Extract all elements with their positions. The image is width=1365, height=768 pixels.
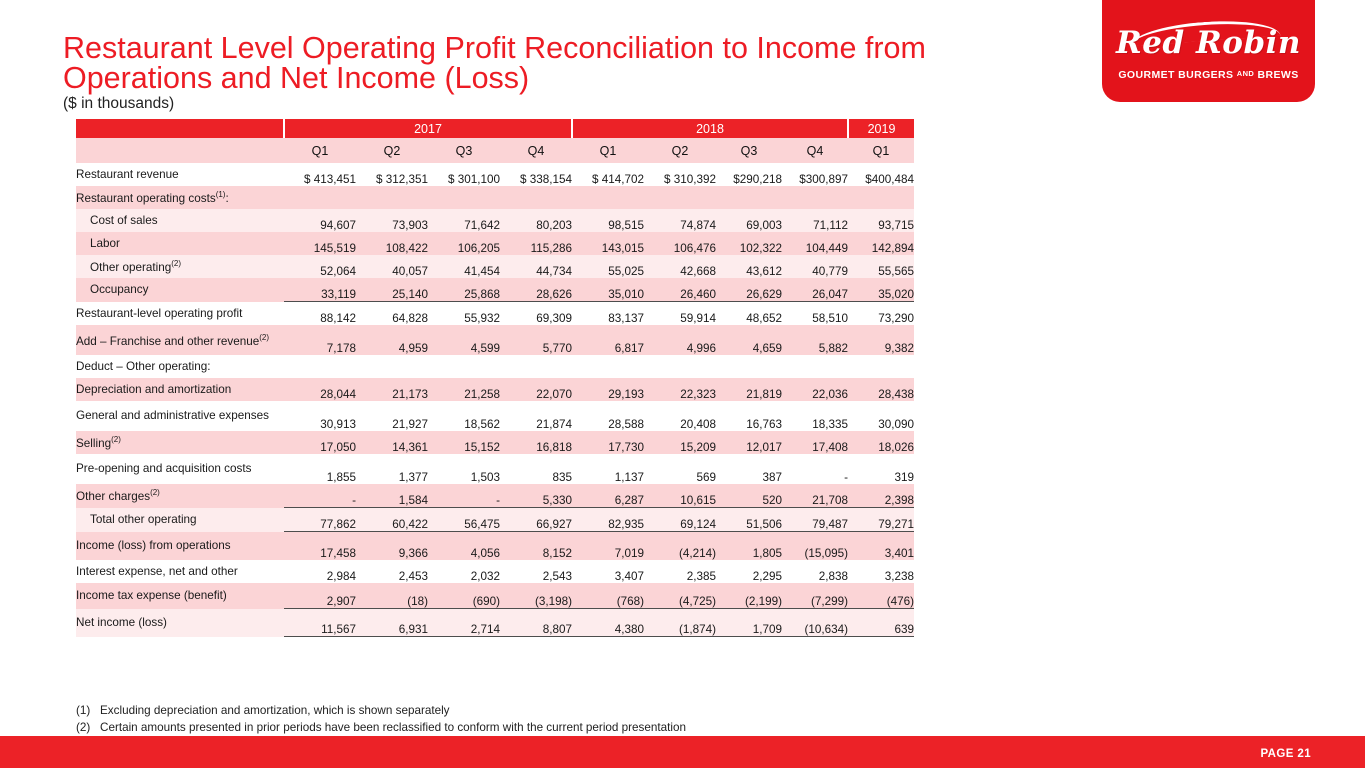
footer-bar	[0, 736, 1365, 768]
row-value: 21,927	[356, 401, 428, 431]
row-value: 16,763	[716, 401, 782, 431]
table-row	[76, 186, 914, 209]
row-value: 2,714	[428, 609, 500, 637]
row-value: 93,715	[848, 209, 914, 232]
row-value: 66,927	[500, 508, 572, 532]
row-value: 25,868	[428, 278, 500, 302]
row-value: 1,503	[428, 454, 500, 484]
logo-tagline-and: AND	[1236, 68, 1255, 78]
row-label: Other charges$^{(2)}$	[76, 484, 284, 508]
row-value: 520	[716, 484, 782, 508]
row-value: -	[284, 484, 356, 508]
row-value: 55,932	[428, 302, 500, 326]
table-row	[76, 583, 914, 609]
row-label: Other operating$^{(2)}$	[76, 255, 284, 278]
row-value: 102,322	[716, 232, 782, 255]
row-label: Depreciation and amortization	[76, 378, 284, 401]
row-value: 143,015	[572, 232, 644, 255]
row-value: 3,401	[848, 532, 914, 560]
row-value: 26,460	[644, 278, 716, 302]
row-value: 69,124	[644, 508, 716, 532]
row-label: Add – Franchise and other revenue$^{(2)}$	[76, 325, 284, 355]
table-row	[76, 378, 914, 401]
row-value: 12,017	[716, 431, 782, 454]
row-value: 48,652	[716, 302, 782, 326]
row-value: 15,209	[644, 431, 716, 454]
row-value: 145,519	[284, 232, 356, 255]
row-value: 25,140	[356, 278, 428, 302]
row-value: 9,366	[356, 532, 428, 560]
footnote-1	[76, 702, 686, 719]
row-label: Restaurant revenue	[76, 163, 284, 186]
row-label: Restaurant operating costs$^{(1)}$:	[76, 186, 284, 209]
row-value: 1,137	[572, 454, 644, 484]
row-value: 4,056	[428, 532, 500, 560]
row-value: 7,019	[572, 532, 644, 560]
header-quarter-1: Q2	[356, 138, 428, 163]
row-value: (4,214)	[644, 532, 716, 560]
row-value: 115,286	[500, 232, 572, 255]
row-value: 3,238	[848, 560, 914, 583]
row-label: Restaurant-level operating profit	[76, 302, 284, 326]
table-row	[76, 454, 914, 484]
row-value: 98,515	[572, 209, 644, 232]
row-value: 94,607	[284, 209, 356, 232]
row-value: 319	[848, 454, 914, 484]
footnote-2-marker: (2)	[76, 721, 91, 734]
row-value: 30,090	[848, 401, 914, 431]
row-value: 21,874	[500, 401, 572, 431]
header-quarter-6: Q3	[716, 138, 782, 163]
row-value: 2,295	[716, 560, 782, 583]
row-label: Cost of sales	[76, 209, 284, 232]
row-value: $300,897	[782, 163, 848, 186]
row-value: 30,913	[284, 401, 356, 431]
footnote-2	[76, 719, 686, 736]
row-value: 59,914	[644, 302, 716, 326]
row-value: 51,506	[716, 508, 782, 532]
row-value: 79,271	[848, 508, 914, 532]
red-robin-logo	[1102, 0, 1315, 102]
row-value: $ 312,351	[356, 163, 428, 186]
row-value: 22,036	[782, 378, 848, 401]
table-row	[76, 532, 914, 560]
financial-table-wrapper	[76, 119, 914, 637]
header-quarter-4: Q1	[572, 138, 644, 163]
row-value: 44,734	[500, 255, 572, 278]
row-value: -	[782, 454, 848, 484]
row-label: Selling$^{(2)}$	[76, 431, 284, 454]
row-value: 6,287	[572, 484, 644, 508]
row-value: 17,730	[572, 431, 644, 454]
row-value: 1,855	[284, 454, 356, 484]
row-value: 1,584	[356, 484, 428, 508]
row-value: 33,119	[284, 278, 356, 302]
row-value: 71,112	[782, 209, 848, 232]
slide-title: Restaurant Level Operating Profit Reconciliation to Income from Operations and Net Income (Loss)	[63, 31, 926, 95]
footnotes	[76, 702, 686, 736]
row-value: 20,408	[644, 401, 716, 431]
row-label: Deduct – Other operating:	[76, 355, 284, 378]
table-row	[76, 484, 914, 508]
row-value: (2,199)	[716, 583, 782, 609]
row-value: 18,335	[782, 401, 848, 431]
row-value: 21,819	[716, 378, 782, 401]
row-label: Labor	[76, 232, 284, 255]
table-row	[76, 325, 914, 355]
row-value: 21,708	[782, 484, 848, 508]
row-value: 35,010	[572, 278, 644, 302]
row-value: $ 301,100	[428, 163, 500, 186]
row-value: 28,044	[284, 378, 356, 401]
header-quarter-5: Q2	[644, 138, 716, 163]
row-label: Occupancy	[76, 278, 284, 302]
row-value: (768)	[572, 583, 644, 609]
table-header-quarters	[76, 138, 914, 163]
table-row	[76, 560, 914, 583]
row-value: 22,070	[500, 378, 572, 401]
row-value: 108,422	[356, 232, 428, 255]
table-row	[76, 609, 914, 637]
row-value: (18)	[356, 583, 428, 609]
row-value: 26,047	[782, 278, 848, 302]
row-value: 58,510	[782, 302, 848, 326]
row-value: 14,361	[356, 431, 428, 454]
row-value: 3,407	[572, 560, 644, 583]
row-value: 106,205	[428, 232, 500, 255]
row-value: 64,828	[356, 302, 428, 326]
row-value: 2,032	[428, 560, 500, 583]
footnote-2-text: Certain amounts presented in prior periods have been reclassified to conform with the current period presentation	[100, 721, 686, 734]
table-row	[76, 163, 914, 186]
row-label: Total other operating	[76, 508, 284, 532]
row-label: Income tax expense (benefit)	[76, 583, 284, 609]
row-value: 142,894	[848, 232, 914, 255]
header-year-2017: 2017	[284, 119, 572, 138]
row-value: 387	[716, 454, 782, 484]
row-value: 71,642	[428, 209, 500, 232]
row-value: 2,543	[500, 560, 572, 583]
row-value: $400,484	[848, 163, 914, 186]
row-value: 4,996	[644, 325, 716, 355]
header-quarter-8: Q1	[848, 138, 914, 163]
row-value: (690)	[428, 583, 500, 609]
row-value: 4,380	[572, 609, 644, 637]
row-value: 5,770	[500, 325, 572, 355]
row-value: 6,931	[356, 609, 428, 637]
table-row	[76, 401, 914, 431]
row-value: (1,874)	[644, 609, 716, 637]
row-value: 2,907	[284, 583, 356, 609]
footnote-1-text: Excluding depreciation and amortization, which is shown separately	[100, 704, 450, 717]
logo-tagline-pre: GOURMET BURGERS	[1118, 68, 1237, 81]
row-value: 18,026	[848, 431, 914, 454]
row-value: 18,562	[428, 401, 500, 431]
row-value: (4,725)	[644, 583, 716, 609]
table-row	[76, 278, 914, 302]
header-year-2019: 2019	[848, 119, 914, 138]
row-value: 28,588	[572, 401, 644, 431]
page-number: PAGE 21	[1260, 748, 1311, 760]
table-row	[76, 302, 914, 326]
row-value: 28,626	[500, 278, 572, 302]
row-value: 17,050	[284, 431, 356, 454]
row-value: $ 414,702	[572, 163, 644, 186]
row-value: $ 413,451	[284, 163, 356, 186]
row-value: 42,668	[644, 255, 716, 278]
row-value: 69,003	[716, 209, 782, 232]
table-row	[76, 232, 914, 255]
row-label: Income (loss) from operations	[76, 532, 284, 560]
row-value: (15,095)	[782, 532, 848, 560]
table-row	[76, 209, 914, 232]
row-value: 5,330	[500, 484, 572, 508]
row-value: 7,178	[284, 325, 356, 355]
row-value: 74,874	[644, 209, 716, 232]
header-quarter-0: Q1	[284, 138, 356, 163]
row-value: 35,020	[848, 278, 914, 302]
row-value: $290,218	[716, 163, 782, 186]
header-corner-blank	[76, 119, 284, 138]
header-quarter-7: Q4	[782, 138, 848, 163]
row-label: Pre-opening and acquisition costs	[76, 454, 284, 484]
row-value: 21,258	[428, 378, 500, 401]
row-value: 55,025	[572, 255, 644, 278]
financial-table	[76, 119, 914, 637]
table-row	[76, 355, 914, 378]
row-value: (10,634)	[782, 609, 848, 637]
table-row	[76, 255, 914, 278]
row-value: 1,805	[716, 532, 782, 560]
row-value: 82,935	[572, 508, 644, 532]
row-value: 60,422	[356, 508, 428, 532]
row-value: 10,615	[644, 484, 716, 508]
row-value: 22,323	[644, 378, 716, 401]
table-row	[76, 508, 914, 532]
table-row	[76, 431, 914, 454]
row-value: 2,398	[848, 484, 914, 508]
row-value: 104,449	[782, 232, 848, 255]
row-value: 6,817	[572, 325, 644, 355]
row-value: $ 338,154	[500, 163, 572, 186]
row-value: 1,709	[716, 609, 782, 637]
row-value: -	[428, 484, 500, 508]
row-value: 26,629	[716, 278, 782, 302]
header-quarter-blank	[76, 138, 284, 163]
slide-subtitle: ($ in thousands)	[63, 95, 175, 112]
row-value: 80,203	[500, 209, 572, 232]
header-quarter-2: Q3	[428, 138, 500, 163]
row-value: (476)	[848, 583, 914, 609]
row-value: (7,299)	[782, 583, 848, 609]
row-value: 15,152	[428, 431, 500, 454]
row-value: 4,659	[716, 325, 782, 355]
row-value: 28,438	[848, 378, 914, 401]
row-value: 55,565	[848, 255, 914, 278]
row-value: 1,377	[356, 454, 428, 484]
row-value: 41,454	[428, 255, 500, 278]
row-value: 43,612	[716, 255, 782, 278]
row-value: 835	[500, 454, 572, 484]
row-value: 639	[848, 609, 914, 637]
row-value: 56,475	[428, 508, 500, 532]
row-value: 2,838	[782, 560, 848, 583]
row-value: 17,458	[284, 532, 356, 560]
footnote-1-marker: (1)	[76, 704, 91, 717]
logo-tagline-post: BREWS	[1254, 68, 1299, 81]
row-value: 8,807	[500, 609, 572, 637]
row-value: 73,290	[848, 302, 914, 326]
row-label: Net income (loss)	[76, 609, 284, 637]
row-value: 9,382	[848, 325, 914, 355]
row-value: 83,137	[572, 302, 644, 326]
row-value: 8,152	[500, 532, 572, 560]
row-value: 40,057	[356, 255, 428, 278]
row-value: 2,984	[284, 560, 356, 583]
row-value: 40,779	[782, 255, 848, 278]
row-value: 11,567	[284, 609, 356, 637]
table-header-years	[76, 119, 914, 138]
row-value: 88,142	[284, 302, 356, 326]
row-value: 52,064	[284, 255, 356, 278]
row-value: 73,903	[356, 209, 428, 232]
row-label: Interest expense, net and other	[76, 560, 284, 583]
row-value: $ 310,392	[644, 163, 716, 186]
row-value: 4,599	[428, 325, 500, 355]
logo-tagline	[1118, 69, 1298, 81]
logo-wordmark: Red Robin	[1116, 24, 1301, 61]
header-quarter-3: Q4	[500, 138, 572, 163]
row-value: 16,818	[500, 431, 572, 454]
row-value: 5,882	[782, 325, 848, 355]
row-value: 106,476	[644, 232, 716, 255]
row-value: 69,309	[500, 302, 572, 326]
row-value: (3,198)	[500, 583, 572, 609]
row-value: 569	[644, 454, 716, 484]
row-value: 4,959	[356, 325, 428, 355]
row-value: 2,385	[644, 560, 716, 583]
row-value: 77,862	[284, 508, 356, 532]
header-year-2018: 2018	[572, 119, 848, 138]
row-value: 21,173	[356, 378, 428, 401]
row-value: 2,453	[356, 560, 428, 583]
row-value: 79,487	[782, 508, 848, 532]
row-label: General and administrative expenses	[76, 401, 284, 431]
row-value: 29,193	[572, 378, 644, 401]
row-value: 17,408	[782, 431, 848, 454]
